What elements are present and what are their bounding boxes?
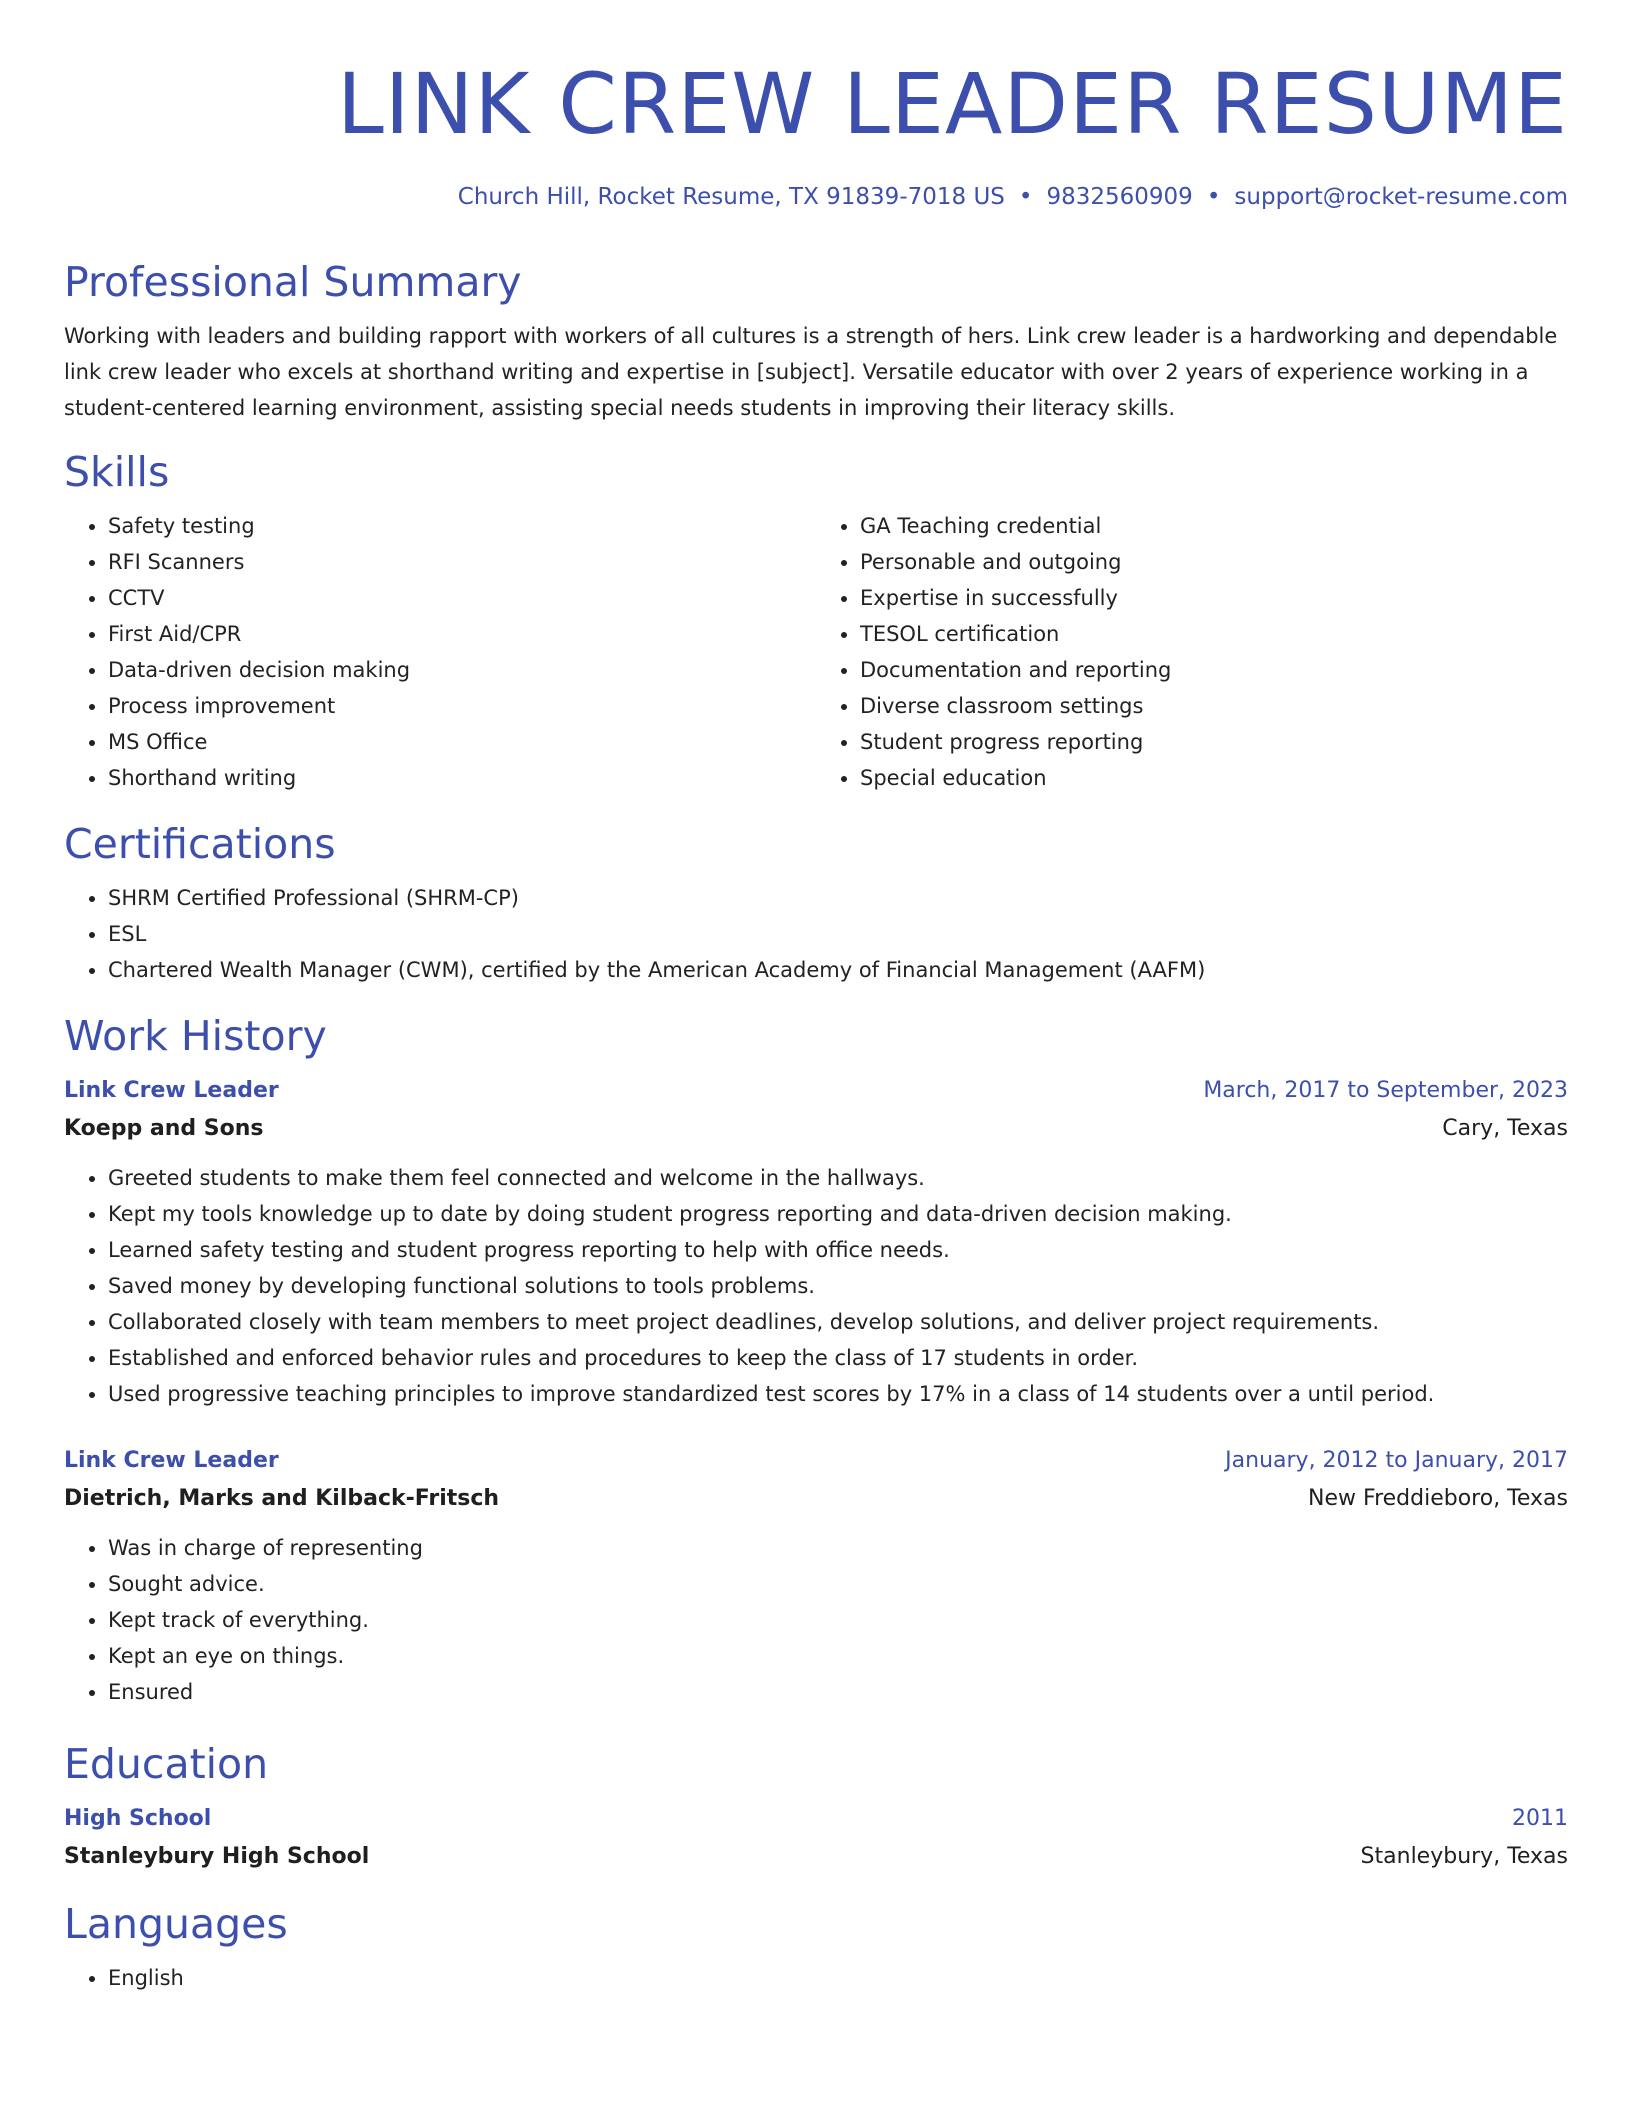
skill-item: • GA Teaching credential [860,508,1568,544]
job-entry [64,1442,1568,1710]
job-duty-item: • Used progressive teaching principles to improve standardized test scores by 17% in a class of 14 students over a until period. [108,1376,1568,1412]
education-entry [64,1800,1568,1876]
skill-item: • CCTV [108,580,816,616]
skills-heading: Skills [64,448,170,496]
skill-item: • First Aid/CPR [108,616,816,652]
degree: High School [64,1806,212,1831]
graduation-year: 2011 [1512,1806,1568,1831]
certification-item: • SHRM Certified Professional (SHRM-CP) [108,880,1568,916]
phone: 9832560909 [1046,184,1193,210]
skill-item: • Personable and outgoing [860,544,1568,580]
skill-item: • Expertise in successfully [860,580,1568,616]
job-duty-item: • Kept an eye on things. [108,1638,1568,1674]
job-duty-item: • Sought advice. [108,1566,1568,1602]
school-name: Stanleybury High School [64,1844,370,1869]
certifications-list [64,880,1568,988]
education-heading: Education [64,1740,269,1788]
job-duty-item: • Greeted students to make them feel connected and welcome in the hallways. [108,1160,1568,1196]
job-duty-item: • Ensured [108,1674,1568,1710]
skill-item: • Data-driven decision making [108,652,816,688]
languages-list [64,1960,1568,1996]
job-dates: January, 2012 to January, 2017 [1225,1448,1568,1473]
skills-columns [64,508,1568,796]
skill-item: • Safety testing [108,508,816,544]
skill-item: • Special education [860,760,1568,796]
work-history-heading: Work History [64,1012,327,1060]
job-duty-item: • Saved money by developing functional solutions to tools problems. [108,1268,1568,1304]
skill-item: • RFI Scanners [108,544,816,580]
job-duties-list [64,1530,1568,1710]
job-title: Link Crew Leader [64,1078,279,1103]
summary-heading: Professional Summary [64,258,522,306]
separator-dot: • [1206,184,1221,210]
job-title: Link Crew Leader [64,1448,279,1473]
job-location: Cary, Texas [1442,1116,1568,1141]
address: Church Hill, Rocket Resume, TX 91839-7018 US [457,184,1005,210]
job-duty-item: • Kept my tools knowledge up to date by doing student progress reporting and data-driven decision making. [108,1196,1568,1232]
job-duty-item: • Collaborated closely with team members to meet project deadlines, develop solutions, and deliver project requirements. [108,1304,1568,1340]
summary-text: Working with leaders and building rapport with workers of all cultures is a strength of hers. Link crew leader is a hardworking and dependable link crew leader who excels at shorthand writing and expertise in [subject]. Versatile educator with over 2 years of experience working in a student-centered learning environment, assisting special needs students in improving their literacy skills. [64,324,1558,420]
skills-list-left [64,508,816,796]
languages-heading: Languages [64,1900,288,1948]
email-link[interactable]: support@rocket-resume.com [1234,184,1568,210]
language-item: • English [108,1960,1568,1996]
certifications-heading: Certifications [64,820,336,868]
job-entry [64,1072,1568,1412]
resume-page [64,0,1568,1996]
employer-name: Dietrich, Marks and Kilback-Fritsch [64,1486,500,1511]
resume-title: LINK CREW LEADER RESUME [337,55,1568,153]
job-duties-list [64,1160,1568,1412]
skill-item: • Process improvement [108,688,816,724]
skills-list-right [816,508,1568,796]
skill-item: • Documentation and reporting [860,652,1568,688]
job-duty-item: • Was in charge of representing [108,1530,1568,1566]
job-duty-item: • Learned safety testing and student progress reporting to help with office needs. [108,1232,1568,1268]
job-duty-item: • Established and enforced behavior rules and procedures to keep the class of 17 students in order. [108,1340,1568,1376]
contact-line [64,180,1568,214]
certification-item: • Chartered Wealth Manager (CWM), certified by the American Academy of Financial Management (AAFM) [108,952,1568,988]
skill-item: • Shorthand writing [108,760,816,796]
job-dates: March, 2017 to September, 2023 [1203,1078,1568,1103]
school-location: Stanleybury, Texas [1360,1844,1568,1869]
skill-item: • MS Office [108,724,816,760]
skill-item: • TESOL certification [860,616,1568,652]
skill-item: • Student progress reporting [860,724,1568,760]
certification-item: • ESL [108,916,1568,952]
employer-name: Koepp and Sons [64,1116,264,1141]
job-duty-item: • Kept track of everything. [108,1602,1568,1638]
job-location: New Freddieboro, Texas [1308,1486,1568,1511]
skill-item: • Diverse classroom settings [860,688,1568,724]
separator-dot: • [1018,184,1033,210]
